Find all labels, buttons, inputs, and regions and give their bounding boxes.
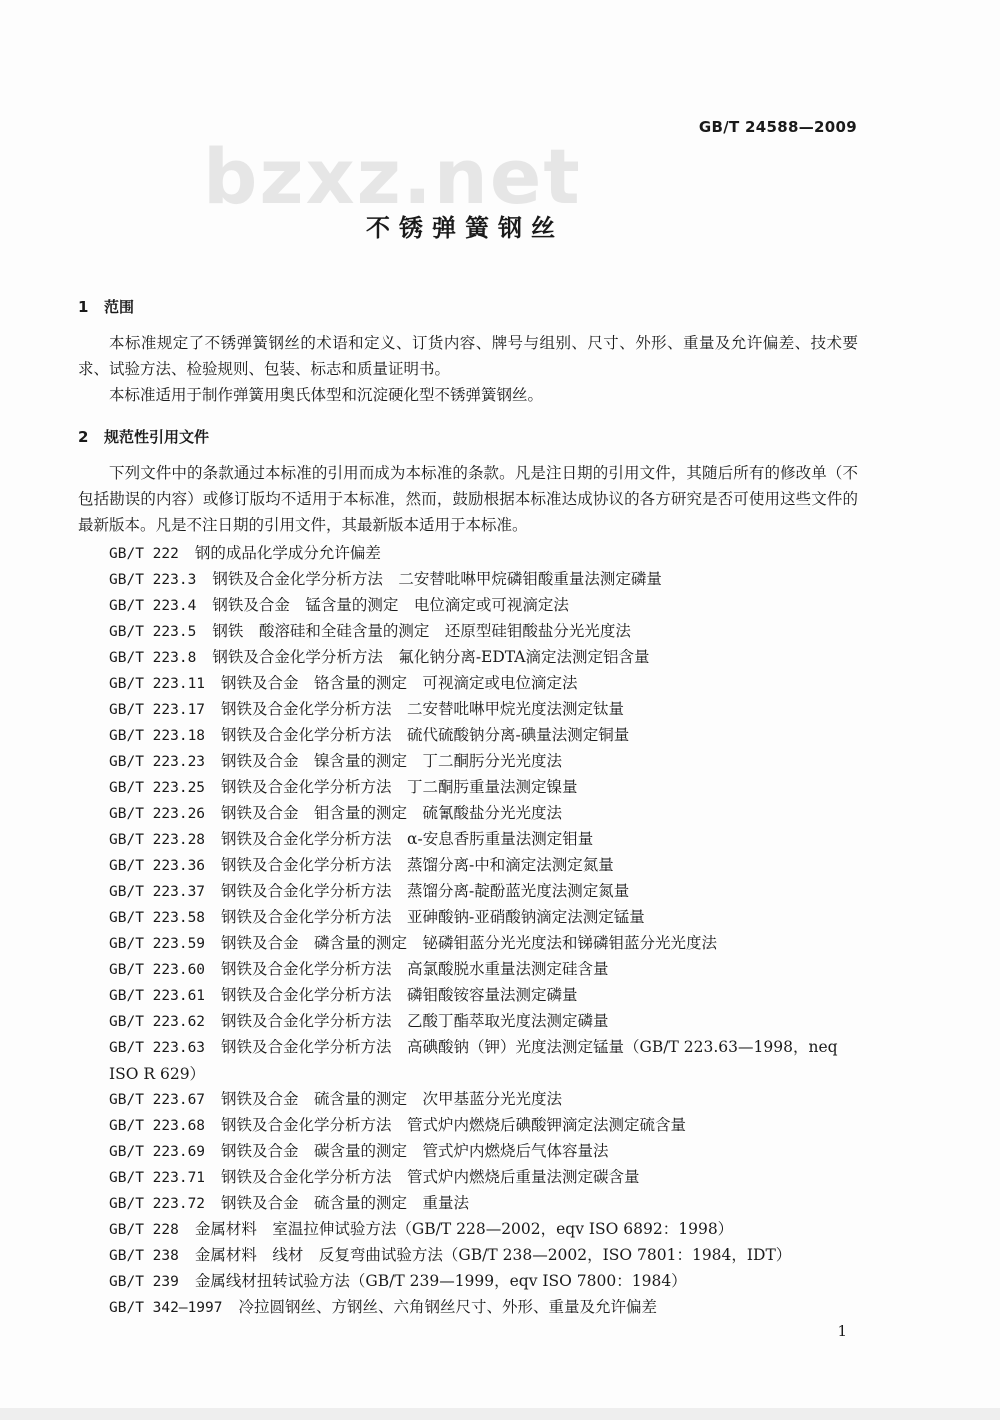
paragraph: 下列文件中的条款通过本标准的引用而成为本标准的条款。凡是注日期的引用文件，其随后所有的修改单（不包括勘误的内容）或修订版均不适用于本标准，然而，鼓励根据本标准达成协议的各方研究是否可使用这些文件的最新版本。凡是不注日期的引用文件，其最新版本适用于本标准。 (78, 464, 858, 534)
reference-code: GB/T 223.23 (109, 754, 206, 770)
reference-title: 钢铁及合金 铬含量的测定 可视滴定或电位滴定法 (221, 674, 578, 692)
document-title: 不锈弹簧钢丝 (366, 214, 564, 242)
watermark: bzxz.net (203, 132, 582, 221)
reference-code: GB/T 223.61 (109, 988, 206, 1004)
reference-code: GB/T 223.68 (109, 1118, 206, 1134)
reference-item (78, 696, 868, 722)
reference-title: 钢铁及合金化学分析方法 管式炉内燃烧后重量法测定碳含量 (221, 1168, 640, 1186)
reference-item (78, 852, 868, 878)
page-number: 1 (837, 1322, 847, 1340)
reference-code: GB/T 223.60 (109, 962, 206, 978)
reference-item (78, 1190, 868, 1216)
reference-title: 钢的成品化学成分允许偏差 (194, 544, 381, 562)
reference-item (78, 1164, 868, 1190)
reference-title: 钢铁及合金化学分析方法 乙酸丁酯萃取光度法测定磷量 (221, 1012, 609, 1030)
reference-item (78, 540, 868, 566)
reference-code: GB/T 223.69 (109, 1144, 206, 1160)
reference-code: GB/T 223.36 (109, 858, 206, 874)
reference-code: GB/T 342—1997 (109, 1300, 223, 1316)
reference-code: GB/T 223.8 (109, 650, 197, 666)
reference-item (78, 1268, 868, 1294)
reference-item (78, 956, 868, 982)
reference-title: 金属材料 线材 反复弯曲试验方法（GB/T 238—2002，ISO 7801：1984，IDT） (194, 1246, 792, 1264)
reference-item (78, 1216, 868, 1242)
reference-item (78, 774, 868, 800)
reference-code: GB/T 228 (109, 1222, 179, 1238)
reference-code: GB/T 223.25 (109, 780, 206, 796)
section-heading-normative-references (78, 426, 209, 447)
reference-title: 钢铁及合金 镍含量的测定 丁二酮肟分光光度法 (221, 752, 563, 770)
reference-item (78, 618, 868, 644)
reference-title: 钢铁及合金 硫含量的测定 重量法 (221, 1194, 470, 1212)
section-number: 1 (78, 298, 89, 316)
reference-title: 钢铁及合金 硫含量的测定 次甲基蓝分光光度法 (221, 1090, 563, 1108)
reference-title: 钢铁及合金化学分析方法 蒸馏分离-靛酚蓝光度法测定氮量 (221, 882, 630, 900)
reference-item (78, 592, 868, 618)
reference-item (78, 748, 868, 774)
reference-item (78, 1138, 868, 1164)
reference-item (78, 1294, 868, 1320)
reference-item (78, 1034, 868, 1086)
reference-code: GB/T 239 (109, 1274, 179, 1290)
reference-list (78, 540, 868, 1320)
reference-code: GB/T 223.4 (109, 598, 197, 614)
reference-item (78, 670, 868, 696)
reference-item (78, 722, 868, 748)
reference-code: GB/T 223.58 (109, 910, 206, 926)
reference-title: 钢铁及合金 磷含量的测定 铋磷钼蓝分光光度法和锑磷钼蓝分光光度法 (221, 934, 718, 952)
reference-code: GB/T 238 (109, 1248, 179, 1264)
reference-code: GB/T 223.17 (109, 702, 206, 718)
reference-title: 金属线材扭转试验方法（GB/T 239—1999，eqv ISO 7800：1984） (194, 1272, 687, 1290)
reference-title: 钢铁及合金化学分析方法 二安替吡啉甲烷磷钼酸重量法测定磷量 (212, 570, 662, 588)
reference-item (78, 644, 868, 670)
section-title: 范围 (104, 298, 135, 316)
reference-title: 钢铁及合金化学分析方法 氟化钠分离-EDTA滴定法测定铝含量 (212, 648, 650, 666)
reference-code: GB/T 223.26 (109, 806, 206, 822)
reference-item (78, 826, 868, 852)
section-heading-scope (78, 296, 134, 317)
reference-title: 钢铁及合金化学分析方法 蒸馏分离-中和滴定法测定氮量 (221, 856, 614, 874)
reference-item (78, 904, 868, 930)
reference-code: GB/T 223.28 (109, 832, 206, 848)
reference-code: GB/T 223.71 (109, 1170, 206, 1186)
reference-title: 钢铁及合金 锰含量的测定 电位滴定或可视滴定法 (212, 596, 569, 614)
reference-title: 钢铁 酸溶硅和全硅含量的测定 还原型硅钼酸盐分光光度法 (212, 622, 631, 640)
reference-title: 钢铁及合金 钼含量的测定 硫氰酸盐分光光度法 (221, 804, 563, 822)
reference-item (78, 1112, 868, 1138)
reference-code: GB/T 223.63 (109, 1040, 206, 1056)
section-number: 2 (78, 428, 89, 446)
reference-item (78, 982, 868, 1008)
reference-code: GB/T 223.67 (109, 1092, 206, 1108)
reference-item (78, 878, 868, 904)
reference-title: 钢铁及合金化学分析方法 磷钼酸铵容量法测定磷量 (221, 986, 578, 1004)
reference-title: 钢铁及合金化学分析方法 丁二酮肟重量法测定镍量 (221, 778, 578, 796)
reference-title: 钢铁及合金化学分析方法 管式炉内燃烧后碘酸钾滴定法测定硫含量 (221, 1116, 687, 1134)
paragraph: 本标准规定了不锈弹簧钢丝的术语和定义、订货内容、牌号与组别、尺寸、外形、重量及允许偏差、技术要求、试验方法、检验规则、包装、标志和质量证明书。 (78, 334, 858, 378)
reference-title: 钢铁及合金 碳含量的测定 管式炉内燃烧后气体容量法 (221, 1142, 609, 1160)
section-title: 规范性引用文件 (104, 428, 210, 446)
standard-code: GB/T 24588—2009 (698, 118, 857, 136)
reference-item (78, 800, 868, 826)
reference-item (78, 1242, 868, 1268)
reference-code: GB/T 223.59 (109, 936, 206, 952)
reference-code: GB/T 223.3 (109, 572, 197, 588)
reference-code: GB/T 222 (109, 546, 179, 562)
reference-title: 钢铁及合金化学分析方法 二安替吡啉甲烷光度法测定钛量 (221, 700, 625, 718)
reference-title: 冷拉圆钢丝、方钢丝、六角钢丝尺寸、外形、重量及允许偏差 (238, 1298, 658, 1316)
page-bottom-edge (0, 1408, 1000, 1420)
reference-code: GB/T 223.5 (109, 624, 197, 640)
reference-code: GB/T 223.37 (109, 884, 206, 900)
reference-item (78, 1086, 868, 1112)
paragraph: 本标准适用于制作弹簧用奥氏体型和沉淀硬化型不锈弹簧钢丝。 (109, 386, 544, 404)
reference-title: 钢铁及合金化学分析方法 硫代硫酸钠分离-碘量法测定铜量 (221, 726, 630, 744)
reference-item (78, 566, 868, 592)
reference-title: 金属材料 室温拉伸试验方法（GB/T 228—2002，eqv ISO 6892：1998） (194, 1220, 734, 1238)
reference-title: 钢铁及合金化学分析方法 高氯酸脱水重量法测定硅含量 (221, 960, 609, 978)
reference-item (78, 1008, 868, 1034)
reference-code: GB/T 223.72 (109, 1196, 206, 1212)
reference-item (78, 930, 868, 956)
reference-code: GB/T 223.18 (109, 728, 206, 744)
reference-code: GB/T 223.62 (109, 1014, 206, 1030)
reference-title: 钢铁及合金化学分析方法 高碘酸钠（钾）光度法测定锰量（GB/T 223.63—1998，neq ISO R 629） (109, 1038, 838, 1083)
reference-title: 钢铁及合金化学分析方法 亚砷酸钠-亚硝酸钠滴定法测定锰量 (221, 908, 645, 926)
reference-code: GB/T 223.11 (109, 676, 206, 692)
reference-title: 钢铁及合金化学分析方法 α-安息香肟重量法测定钼量 (221, 830, 594, 848)
